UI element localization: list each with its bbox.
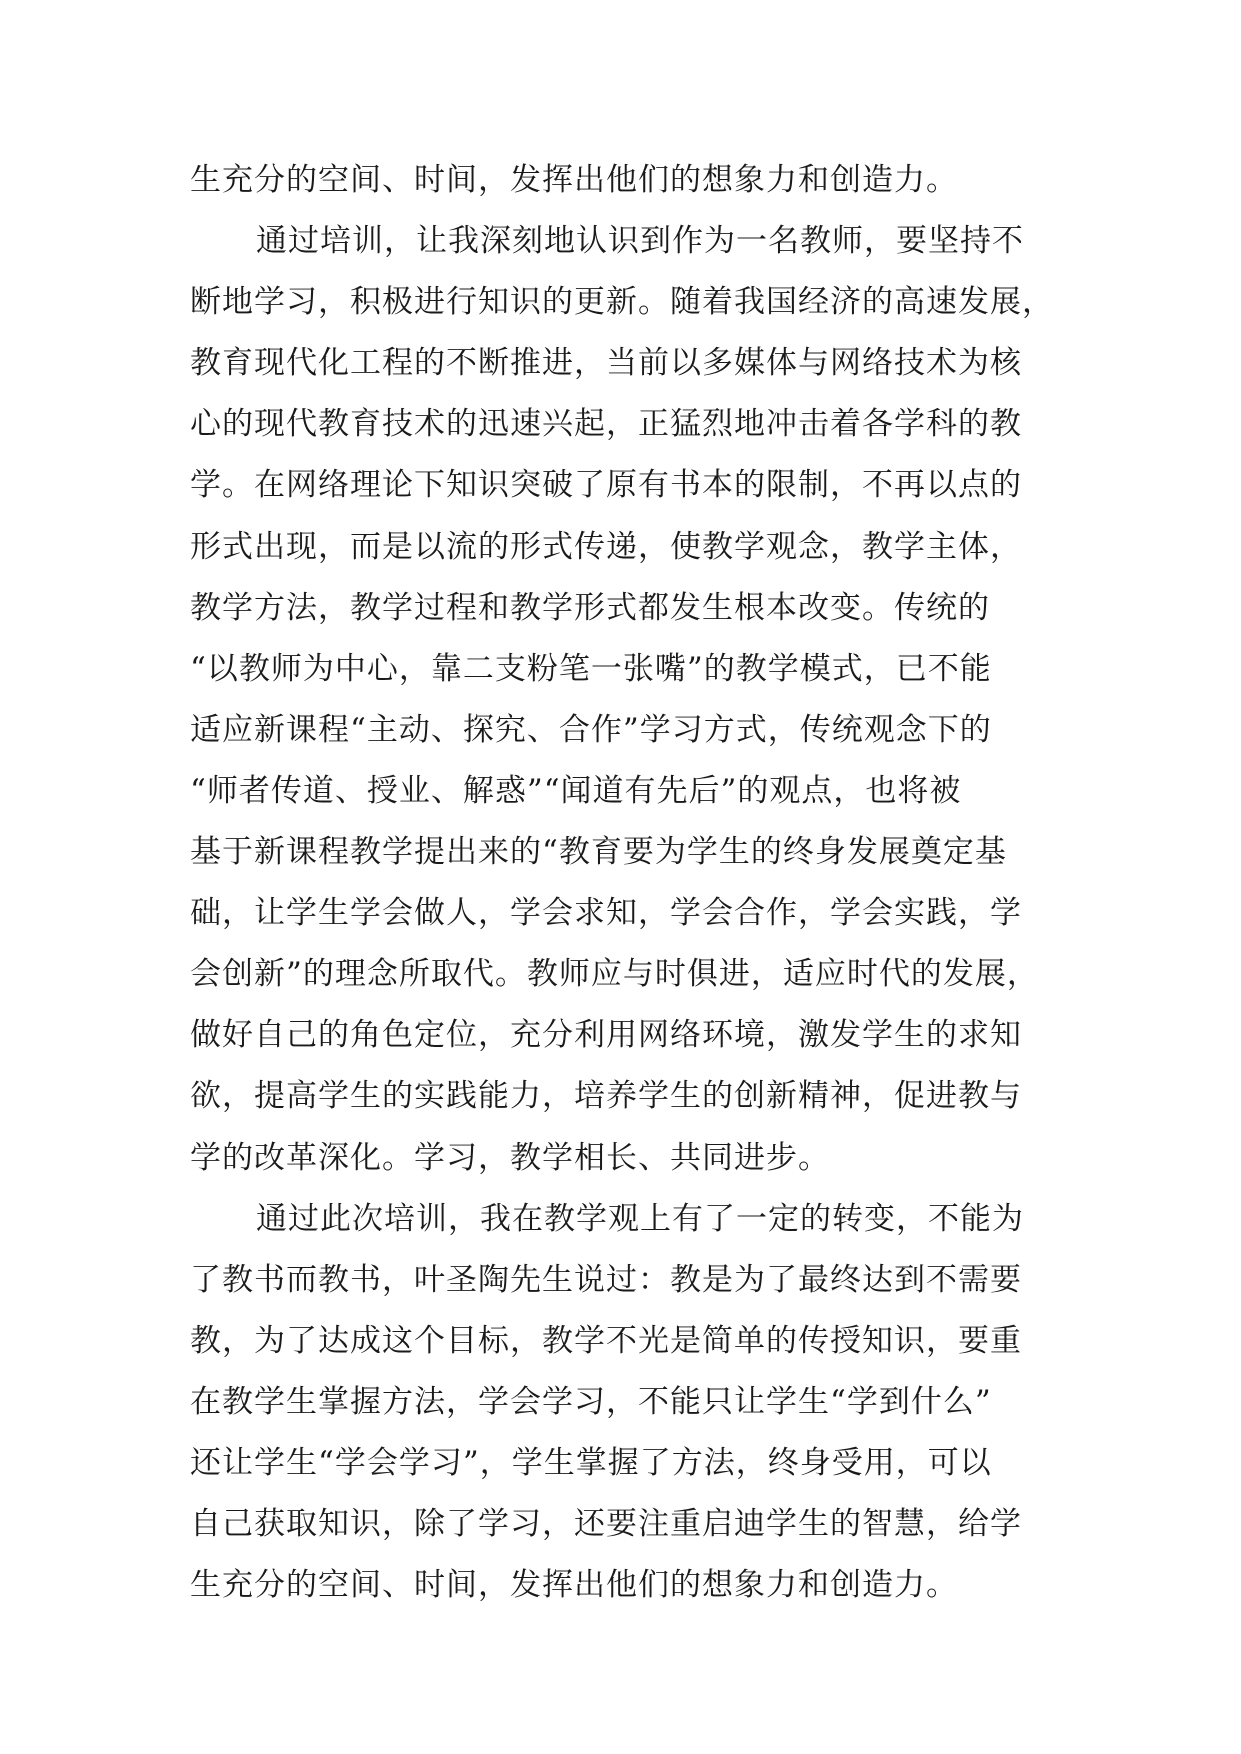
text-line: 欲，提高学生的实践能力，培养学生的创新精神，促进教与 bbox=[190, 1078, 1022, 1115]
text-line: 生充分的空间、时间，发挥出他们的想象力和创造力。 bbox=[190, 1567, 958, 1604]
text-line: 教育现代化工程的不断推进，当前以多媒体与网络技术为核 bbox=[190, 345, 1022, 382]
text-line: 心的现代教育技术的迅速兴起，正猛烈地冲击着各学科的教 bbox=[190, 406, 1022, 443]
text-line: 适应新课程“主动、探究、合作”学习方式，传统观念下的 bbox=[190, 711, 992, 748]
text-line: “以教师为中心，靠二支粉笔一张嘴”的教学模式，已不能 bbox=[190, 650, 992, 687]
paragraph-first-line: 通过培训，让我深刻地认识到作为一名教师，要坚持不 bbox=[256, 223, 1024, 260]
text-line: 还让学生“学会学习”，学生掌握了方法，终身受用，可以 bbox=[190, 1444, 992, 1481]
text-line: 础，让学生学会做人，学会求知，学会合作，学会实践，学 bbox=[190, 895, 1022, 932]
text-line: “师者传道、授业、解惑”“闻道有先后”的观点，也将被 bbox=[190, 772, 962, 809]
text-line: 了教书而教书，叶圣陶先生说过：教是为了最终达到不需要 bbox=[190, 1261, 1022, 1298]
text-line: 在教学生掌握方法，学会学习，不能只让学生“学到什么” bbox=[190, 1383, 992, 1420]
text-line: 基于新课程教学提出来的“教育要为学生的终身发展奠定基 bbox=[190, 834, 1007, 871]
text-line: 学的改革深化。学习，教学相长、共同进步。 bbox=[190, 1139, 830, 1176]
text-line: 断地学习，积极进行知识的更新。随着我国经济的高速发展， bbox=[190, 284, 1054, 321]
text-line: 自己获取知识，除了学习，还要注重启迪学生的智慧，给学 bbox=[190, 1506, 1022, 1543]
text-line: 生充分的空间、时间，发挥出他们的想象力和创造力。 bbox=[190, 162, 958, 198]
text-line: 会创新”的理念所取代。教师应与时俱进，适应时代的发展， bbox=[190, 956, 1039, 993]
text-line: 做好自己的角色定位，充分利用网络环境，激发学生的求知 bbox=[190, 1017, 1022, 1054]
paragraph-first-line: 通过此次培训，我在教学观上有了一定的转变，不能为 bbox=[256, 1200, 1024, 1237]
text-line: 教学方法，教学过程和教学形式都发生根本改变。传统的 bbox=[190, 589, 990, 626]
text-line: 形式出现，而是以流的形式传递，使教学观念，教学主体， bbox=[190, 528, 1022, 565]
text-line: 学。在网络理论下知识突破了原有书本的限制，不再以点的 bbox=[190, 467, 1022, 504]
body-text bbox=[190, 150, 1070, 1616]
text-line: 教，为了达成这个目标，教学不光是简单的传授知识，要重 bbox=[190, 1322, 1022, 1359]
